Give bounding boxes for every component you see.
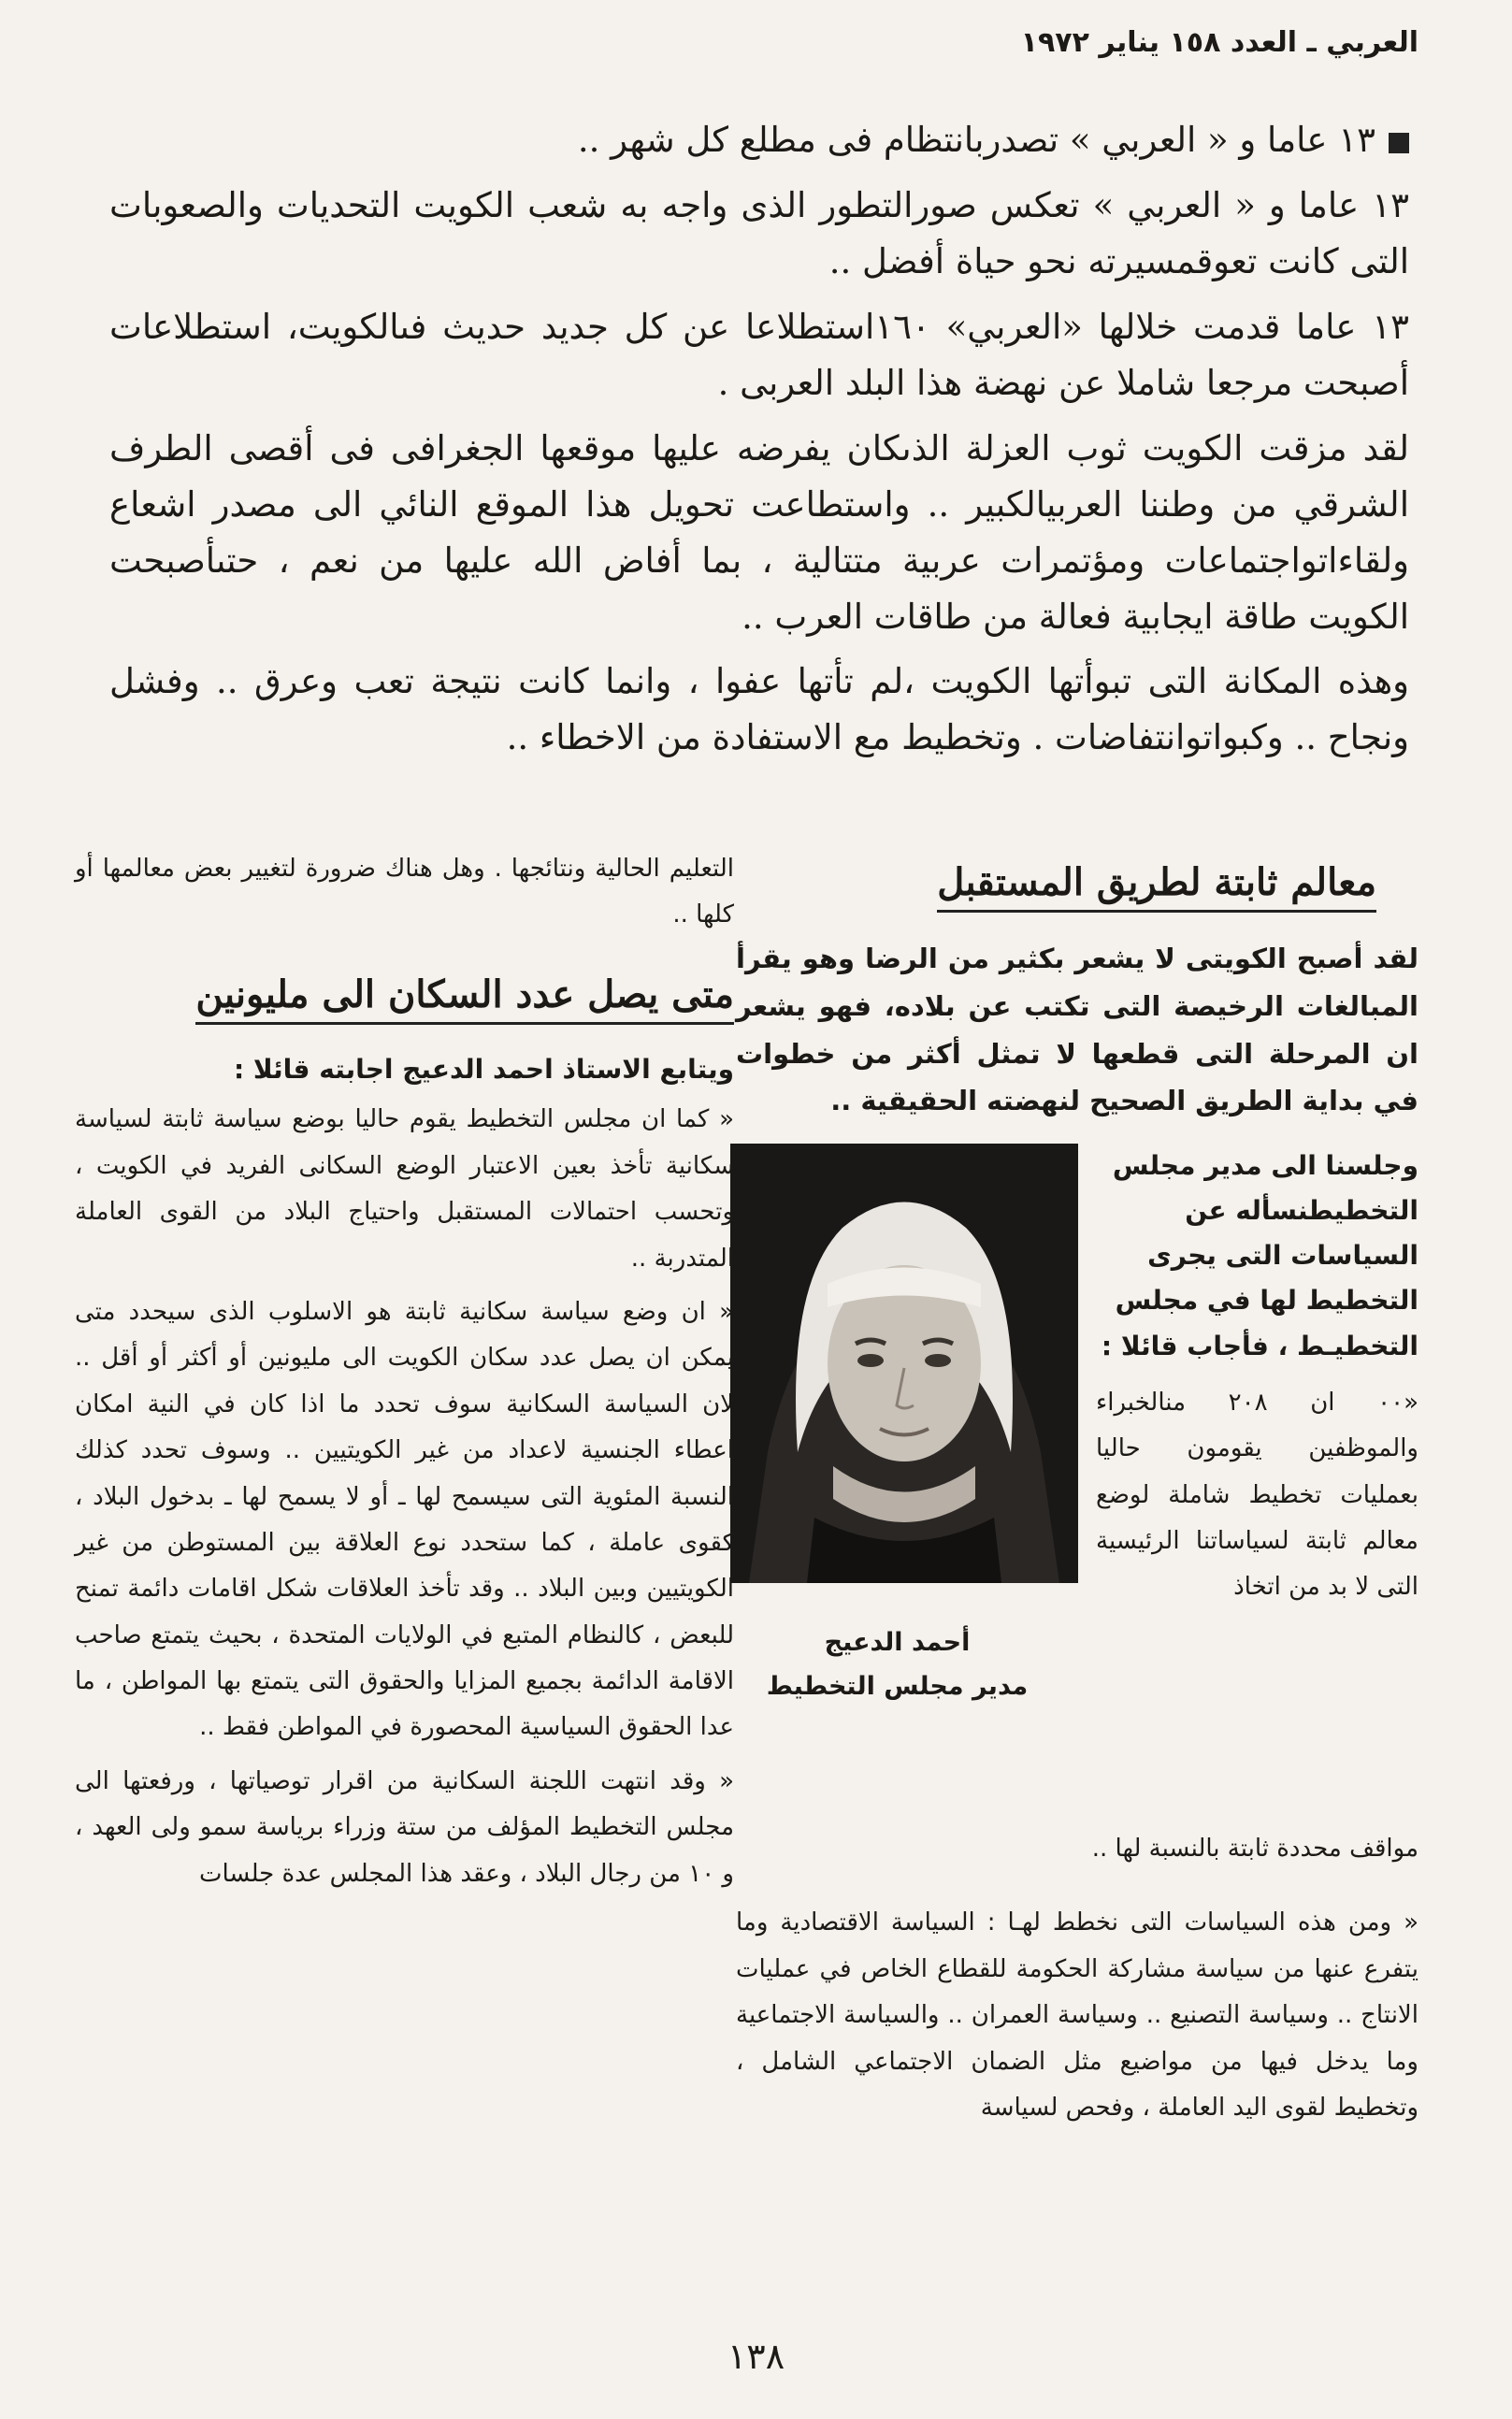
portrait-image (730, 1144, 1078, 1583)
quote-continuation: مواقف محددة ثابتة بالنسبة لها .. (1091, 1835, 1418, 1863)
photo-caption (736, 1620, 1058, 1709)
right-column (736, 860, 1418, 2138)
left-column (75, 846, 734, 1905)
intro-paragraph: ١٣ عاما و « العربي » تصدربانتظام فى مطلع كل شهر .. (109, 112, 1409, 168)
quote-paragraph: « وقد انتهت اللجنة السكانية من اقرار توصياتها ، ورفعتها الى مجلس التخطيط المؤلف من ستة وزراء برياسة سمو ولى العهد ، و ١٠ من رجال البلاد ، وعقد هذا المجلس عدة جلسات (75, 1766, 734, 1888)
caption-name: أحمد الدعيج (824, 1628, 971, 1657)
intro-paragraph: لقد مزقت الكويت ثوب العزلة الذىكان يفرضه عليها موقعها الجغرافى فى أقصى الطرف الشرقي من وطننا العربيالكبير .. واستطاعت تحويل هذا الموقع النائي الى مصدر اشعاع ولقاءاتواجتماعات ومؤتمرات عربية متتالية ، بما أفاض الله عليها من نعم ، حتىأصبحت الكويت طاقة ايجابية فعالة من طاقات العرب .. (109, 427, 1409, 637)
quote-paragraph: «٠٠ ان ٢٠٨ منالخبراء والموظفين يقومون حاليا بعمليات تخطيط شاملة لوضع معالم ثابتة لسياساتنا الرئيسية التى لا بد من اتخاذ (1096, 1388, 1418, 1602)
intro-paragraph: ١٣ عاما و « العربي » تعكس صورالتطور الذى واجه به شعب الكويت التحديات والصعوبات التى كانت تعوقمسيرته نحو حياة أفضل .. (109, 184, 1409, 281)
section-heading: معالم ثابتة لطريق المستقبل (937, 860, 1376, 913)
continued-text: التعليم الحالية ونتائجها . وهل هناك ضرورة لتغيير بعض معالمها أو كلها .. (75, 855, 734, 929)
caption-title: مدير مجلس التخطيط (766, 1672, 1029, 1702)
square-bullet-icon (1389, 133, 1409, 153)
wrap-text (1096, 1144, 1418, 1619)
intro-paragraph: وهذه المكانة التى تبوأتها الكويت ،لم تأتها عفوا ، وانما كانت نتيجة تعب وعرق .. وفشل ونجاح .. وكبواتوانتفاضات . وتخطيط مع الاستفادة من الاخطاء .. (109, 661, 1409, 758)
portrait-photo (730, 1144, 1078, 1583)
intro-block (109, 112, 1409, 775)
photo-wrap-area (736, 1144, 1418, 1854)
intro-paragraph: ١٣ عاما قدمت خلالها «العربي» ١٦٠استطلاعا عن كل جديد حديث فىالكويت، استطلاعات أصبحت مرجعا شاملا عن نهضة هذا البلد العربى . (109, 306, 1409, 403)
quote-paragraph: « كما ان مجلس التخطيط يقوم حاليا بوضع سياسة ثابتة لسياسة سكانية تأخذ بعين الاعتبار الوضع السكانى الفريد في الكويت ، وتحسب احتمالات المستقبل واحتياج البلاد من القوى العاملة المتدربة .. (75, 1105, 734, 1273)
lead-paragraph: لقد أصبح الكويتى لا يشعر بكثير من الرضا وهو يقرأ المبالغات الرخيصة التى تكتب عن بلاده، فهو يشعر ان المرحلة التى قطعها لا تمثل أكثر من خطوات في بداية الطريق الصحيح لنهضته الحقيقية .. (736, 943, 1418, 1117)
page-number: ١٣٨ (727, 2336, 785, 2377)
quote-paragraph: « ان وضع سياسة سكانية ثابتة هو الاسلوب الذى سيحدد متى يمكن ان يصل عدد سكان الكويت الى مليونين أو أكثر أو أقل .. لان السياسة السكانية سوف تحدد ما اذا كان في النية امكان اعطاء الجنسية لاعداد من غير الكويتيين .. وسوف تحدد كذلك النسبة المئوية التى سيسمح لها ـ أو لا يسمح لها ـ بدخول البلاد ، كقوى عاملة ، كما ستحدد نوع العلاقة بين المستوطن من غير الكويتيين وبين البلاد .. وقد تأخذ العلاقات شكل اقامات دائمة تمنح للبعض ، كالنظام المتبع في الولايات المتحدة ، بحيث يتمتع صاحب الاقامة الدائمة بجميع المزايا والحقوق التى يتمتع بها المواطن ، ما عدا الحقوق السياسية المحصورة في المواطن فقط .. (75, 1297, 734, 1742)
running-header: العربي ـ العدد ١٥٨ يناير ١٩٧٢ (1020, 26, 1418, 59)
section-heading: متى يصل عدد السكان الى مليونين (195, 972, 734, 1025)
sub-lead: ويتابع الاستاذ احمد الدعيج اجابته قائلا : (233, 1053, 734, 1085)
interview-intro: وجلسنا الى مدير مجلس التخطيطنسأله عن السياسات التى يجرى التخطيط لها في مجلس التخطيـط ، فأجاب قائلا : (1101, 1150, 1418, 1361)
quote-paragraph: « ومن هذه السياسات التى نخطط لهـا : السياسة الاقتصادية وما يتفرع عنها من سياسة مشاركة الحكومة للقطاع الخاص في عمليات الانتاج .. وسياسة التصنيع .. وسياسة العمران .. والسياسة الاجتماعية وما يدخل فيها من مواضيع مثل الضمان الاجتماعي الشامل ، وتخطيط لقوى اليد العاملة ، وفحص لسياسة (736, 1908, 1418, 2122)
